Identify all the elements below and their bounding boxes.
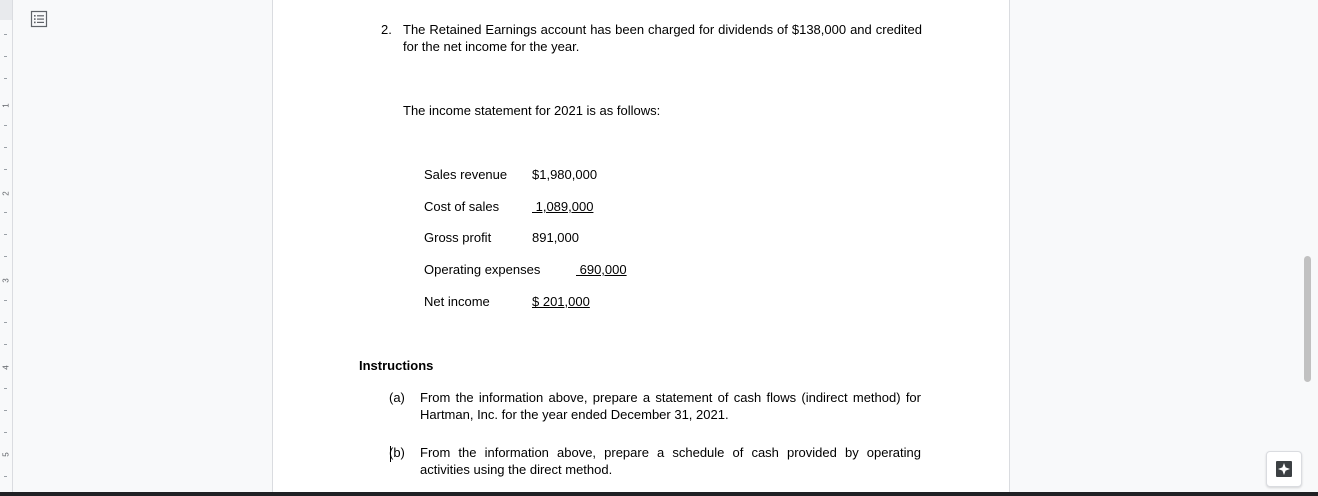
income-label-gross[interactable]: Gross profit <box>424 230 492 245</box>
ruler-tick <box>4 344 7 345</box>
income-amount-cost[interactable]: 1,089,000 <box>532 199 594 214</box>
instructions-heading[interactable]: Instructions <box>359 358 434 373</box>
ruler-tick <box>4 410 7 411</box>
document-outline-icon[interactable] <box>30 10 48 28</box>
instruction-text-a[interactable]: From the information above, prepare a statement of cash flows (indirect method) for Hartman, Inc. for the year ended December 31, 2021. <box>420 390 921 422</box>
instruction-text-b[interactable]: From the information above, prepare a schedule of cash provided by operating activities using the direct method. <box>420 445 921 477</box>
ruler-tick <box>4 147 7 148</box>
ruler-tick <box>4 56 7 57</box>
ruler-tick <box>4 256 7 257</box>
income-amount-net[interactable]: $ 201,000 <box>532 294 590 309</box>
document-page[interactable] <box>272 0 1010 492</box>
ruler-number: 2 <box>1 191 11 196</box>
instruction-marker-b: (b) <box>389 445 405 460</box>
explore-button[interactable] <box>1266 451 1302 487</box>
income-label-sales[interactable]: Sales revenue <box>424 167 508 182</box>
instruction-marker-a: (a) <box>389 390 405 405</box>
ruler-tick <box>4 300 7 301</box>
ruler-tick <box>4 388 7 389</box>
income-label-net[interactable]: Net income <box>424 294 490 309</box>
income-amount-opex[interactable]: 690,000 <box>576 262 627 277</box>
ruler-tick <box>4 169 7 170</box>
income-amount-sales[interactable]: $1,980,000 <box>532 167 598 182</box>
vertical-scrollbar[interactable] <box>1304 256 1311 382</box>
income-amount-gross[interactable]: 891,000 <box>532 230 579 245</box>
ruler-tick <box>4 125 7 126</box>
ruler-tick <box>4 34 7 35</box>
ruler-top-margin <box>0 0 12 20</box>
list-number: 2. <box>381 22 392 37</box>
ruler-number: 3 <box>1 278 11 283</box>
ruler-number: 5 <box>1 452 11 457</box>
ruler-tick <box>4 234 7 235</box>
income-label-opex[interactable]: Operating expenses <box>424 262 541 277</box>
ruler-number: 1 <box>1 103 11 108</box>
ruler-tick <box>4 78 7 79</box>
list-item-text[interactable]: The Retained Earnings account has been charged for dividends of $138,000 and credited for the net income for the year. <box>403 22 922 54</box>
ruler-tick <box>4 432 7 433</box>
explore-sparkle-icon <box>1275 460 1293 478</box>
ruler-tick <box>4 476 7 477</box>
income-label-cost[interactable]: Cost of sales <box>424 199 500 214</box>
income-intro[interactable]: The income statement for 2021 is as follows: <box>403 103 661 118</box>
vertical-ruler[interactable] <box>0 0 13 492</box>
ruler-number: 4 <box>1 365 11 370</box>
bottom-bar <box>0 492 1318 496</box>
ruler-tick <box>4 212 7 213</box>
ruler-tick <box>4 322 7 323</box>
